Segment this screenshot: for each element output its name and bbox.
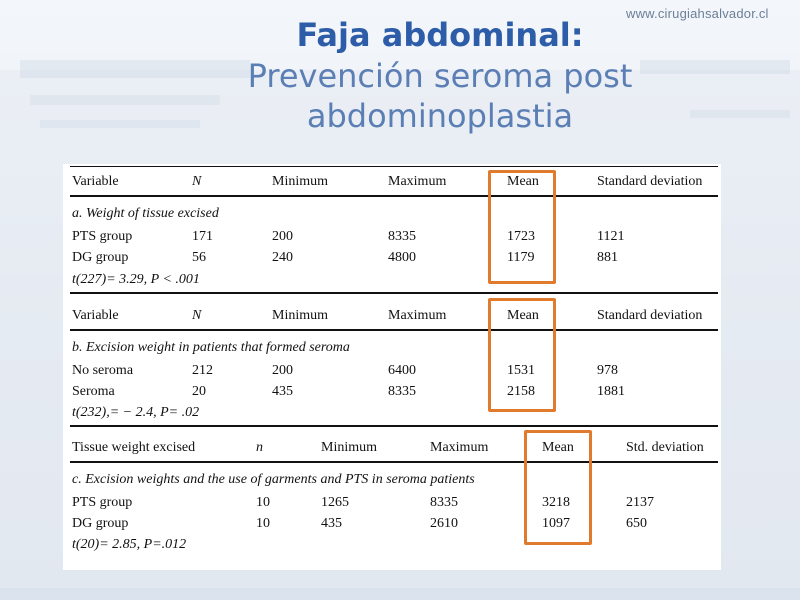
- table-cell: 20: [192, 384, 206, 399]
- site-url: www.cirugiahsalvador.cl: [626, 6, 769, 21]
- table-cell: 2158: [507, 384, 535, 399]
- table-cell: 1881: [597, 384, 625, 399]
- mean-highlight-c: [524, 430, 592, 545]
- table-cell: 1179: [507, 250, 535, 265]
- stat-line: t(232),= − 2.4, P= .02: [72, 405, 200, 420]
- table-cell: 4800: [388, 250, 416, 265]
- rule: [70, 329, 718, 331]
- header-cell: Minimum: [272, 308, 329, 323]
- table-cell: PTS group: [72, 229, 133, 244]
- table-cell: 2610: [430, 516, 458, 531]
- header-cell: N: [192, 174, 202, 189]
- header-cell: Minimum: [321, 440, 378, 455]
- table-cell: 2137: [626, 495, 654, 510]
- header-cell: Tissue weight excised: [72, 440, 196, 455]
- rule: [70, 461, 718, 463]
- header-cell: Mean: [542, 440, 574, 455]
- table-cell: 6400: [388, 363, 416, 378]
- header-cell: Standard deviation: [597, 308, 703, 323]
- header-cell: Standard deviation: [597, 174, 703, 189]
- header-cell: Mean: [507, 308, 539, 323]
- table-cell: 56: [192, 250, 206, 265]
- rule: [70, 166, 718, 167]
- table-cell: 1723: [507, 229, 535, 244]
- table-cell: DG group: [72, 250, 129, 265]
- title-sub-line-1: Prevención seroma post: [247, 57, 633, 95]
- table-b: [70, 302, 718, 428]
- table-cell: 435: [272, 384, 293, 399]
- stat-line: t(227)= 3.29, P < .001: [72, 272, 200, 287]
- stat-line: t(20)= 2.85, P=.012: [72, 537, 187, 552]
- table-cell: 212: [192, 363, 213, 378]
- rule: [70, 195, 718, 197]
- table-cell: 200: [272, 363, 293, 378]
- table-c: [70, 434, 718, 570]
- table-cell: 240: [272, 250, 293, 265]
- table-cell: 171: [192, 229, 213, 244]
- table-cell: 1265: [321, 495, 349, 510]
- table-cell: 881: [597, 250, 618, 265]
- table-a: [70, 164, 718, 294]
- header-cell: Variable: [72, 174, 119, 189]
- header-cell: Mean: [507, 174, 539, 189]
- rule: [70, 425, 718, 427]
- header-cell: n: [256, 440, 263, 455]
- header-cell: Maximum: [388, 174, 447, 189]
- table-cell: 8335: [388, 229, 416, 244]
- table-image: [63, 164, 721, 570]
- title-main: Faja abdominal:: [296, 16, 584, 54]
- section-label: a. Weight of tissue excised: [72, 206, 219, 221]
- mean-highlight-b: [488, 298, 556, 412]
- header-cell: Std. deviation: [626, 440, 704, 455]
- section-label: c. Excision weights and the use of garments and PTS in seroma patients: [72, 472, 475, 487]
- rule: [70, 292, 718, 294]
- slide-title: [160, 14, 720, 136]
- table-cell: Seroma: [72, 384, 115, 399]
- header-cell: N: [192, 308, 202, 323]
- table-cell: 10: [256, 495, 270, 510]
- header-cell: Minimum: [272, 174, 329, 189]
- header-cell: Variable: [72, 308, 119, 323]
- table-cell: 978: [597, 363, 618, 378]
- section-label: b. Excision weight in patients that formed seroma: [72, 340, 350, 355]
- header-cell: Maximum: [430, 440, 489, 455]
- table-cell: 1097: [542, 516, 570, 531]
- table-cell: 10: [256, 516, 270, 531]
- table-cell: 200: [272, 229, 293, 244]
- table-cell: 650: [626, 516, 647, 531]
- table-cell: PTS group: [72, 495, 133, 510]
- table-cell: No seroma: [72, 363, 134, 378]
- table-cell: 1121: [597, 229, 625, 244]
- title-sub-line-2: abdominoplastia: [306, 97, 574, 135]
- header-cell: Maximum: [388, 308, 447, 323]
- mean-highlight-a: [488, 170, 556, 284]
- table-cell: 3218: [542, 495, 570, 510]
- table-cell: 8335: [430, 495, 458, 510]
- table-cell: 435: [321, 516, 342, 531]
- table-cell: 8335: [388, 384, 416, 399]
- table-cell: DG group: [72, 516, 129, 531]
- table-cell: 1531: [507, 363, 535, 378]
